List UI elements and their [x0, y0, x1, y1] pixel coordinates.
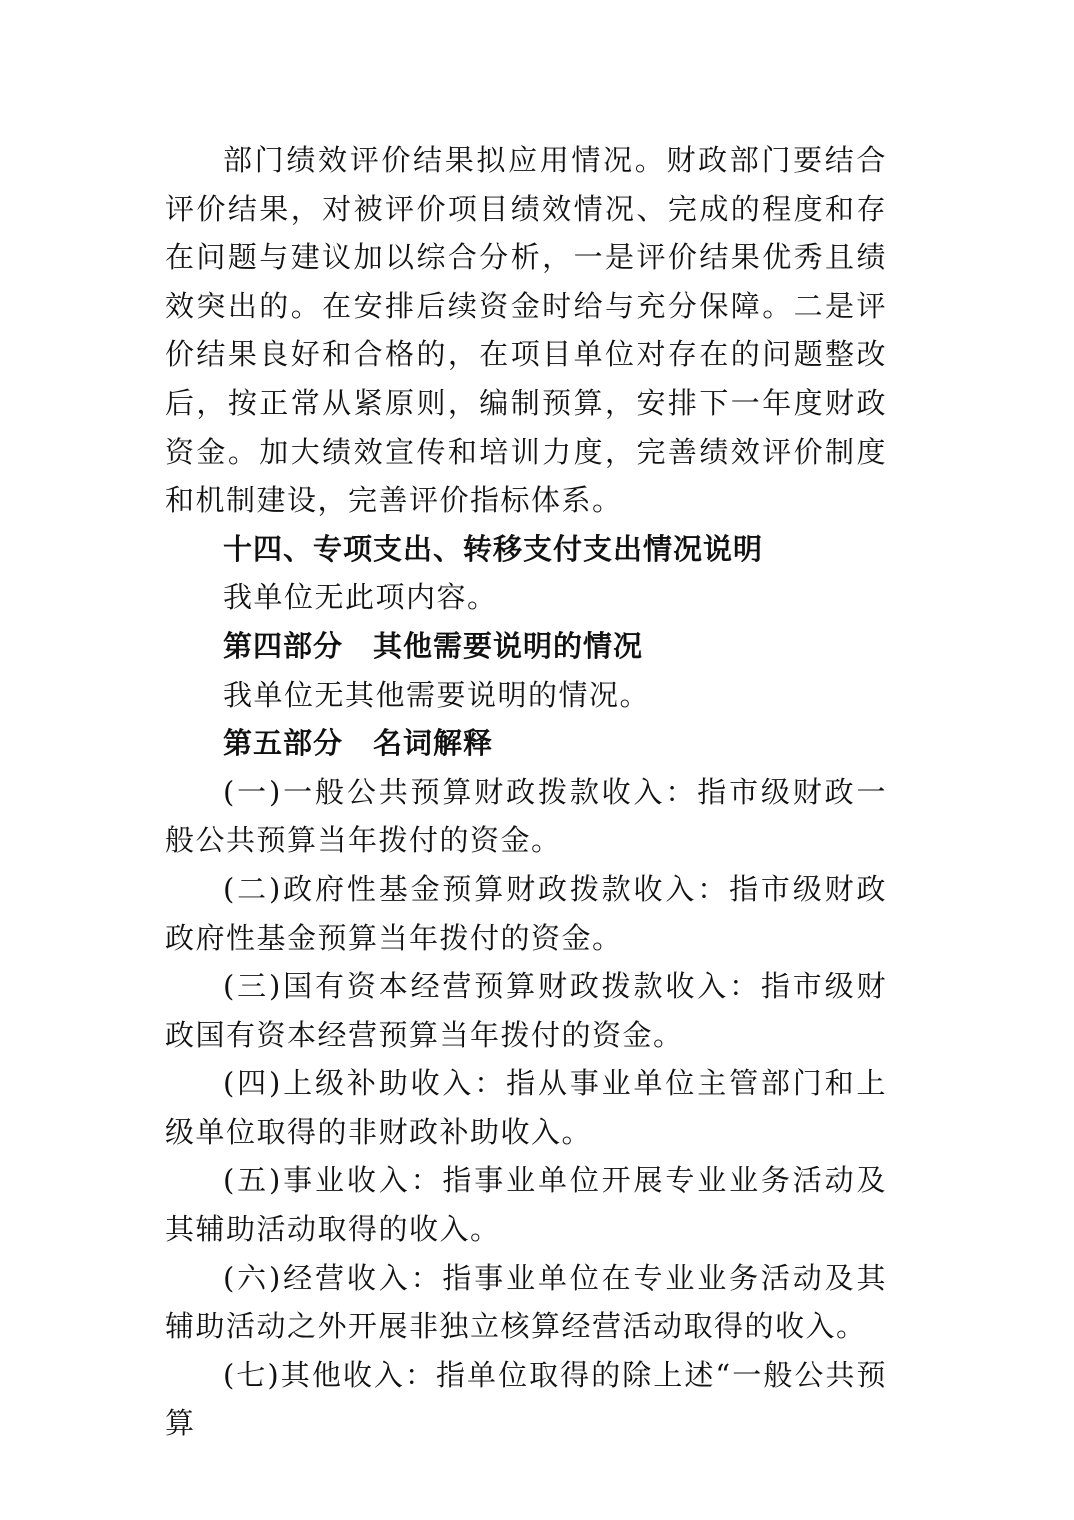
paragraph-term-3: (三)国有资本经营预算财政拨款收入：指市级财政国有资本经营预算当年拨付的资金。 — [165, 969, 887, 1052]
heading-part-5: 第五部分 名词解释 — [223, 726, 494, 761]
paragraph-performance-evaluation: 部门绩效评价结果拟应用情况。财政部门要结合评价结果，对被评价项目绩效情况、完成的程度和存在问题与建议加以综合分析，一是评价结果优秀且绩效突出的。在安排后续资金时给与充分保障。二是评价结果良好和合格的，在项目单位对存在的问题整改后，按正常从紧原则，编制预算，安排下一年度财政资金。加大绩效宣传和培训力度，完善绩效评价制度和机制建设，完善评价指标体系。 — [165, 143, 887, 518]
heading-part-4: 第四部分 其他需要说明的情况 — [223, 628, 644, 663]
paragraph-term-1: (一)一般公共预算财政拨款收入：指市级财政一般公共预算当年拨付的资金。 — [165, 774, 887, 858]
paragraph-term-2: (二)政府性基金预算财政拨款收入：指市级财政政府性基金预算当年拨付的资金。 — [165, 871, 887, 955]
paragraph-term-5: (五)事业收入：指事业单位开展专业业务活动及其辅助活动取得的收入。 — [165, 1163, 887, 1247]
paragraph-term-6: (六)经营收入：指事业单位在专业业务活动及其辅助活动之外开展非独立核算经营活动取得的收入。 — [165, 1260, 887, 1344]
paragraph-term-7: (七)其他收入：指单位取得的除上述“一般公共预算 — [165, 1357, 887, 1441]
paragraph-term-4: (四)上级补助收入：指从事业单位主管部门和上级单位取得的非财政补助收入。 — [165, 1066, 887, 1149]
heading-section-14: 十四、专项支出、转移支付支出情况说明 — [223, 531, 764, 566]
document-body — [165, 136, 887, 1448]
paragraph-no-content: 我单位无此项内容。 — [223, 580, 498, 615]
paragraph-no-other-info: 我单位无其他需要说明的情况。 — [223, 677, 651, 712]
